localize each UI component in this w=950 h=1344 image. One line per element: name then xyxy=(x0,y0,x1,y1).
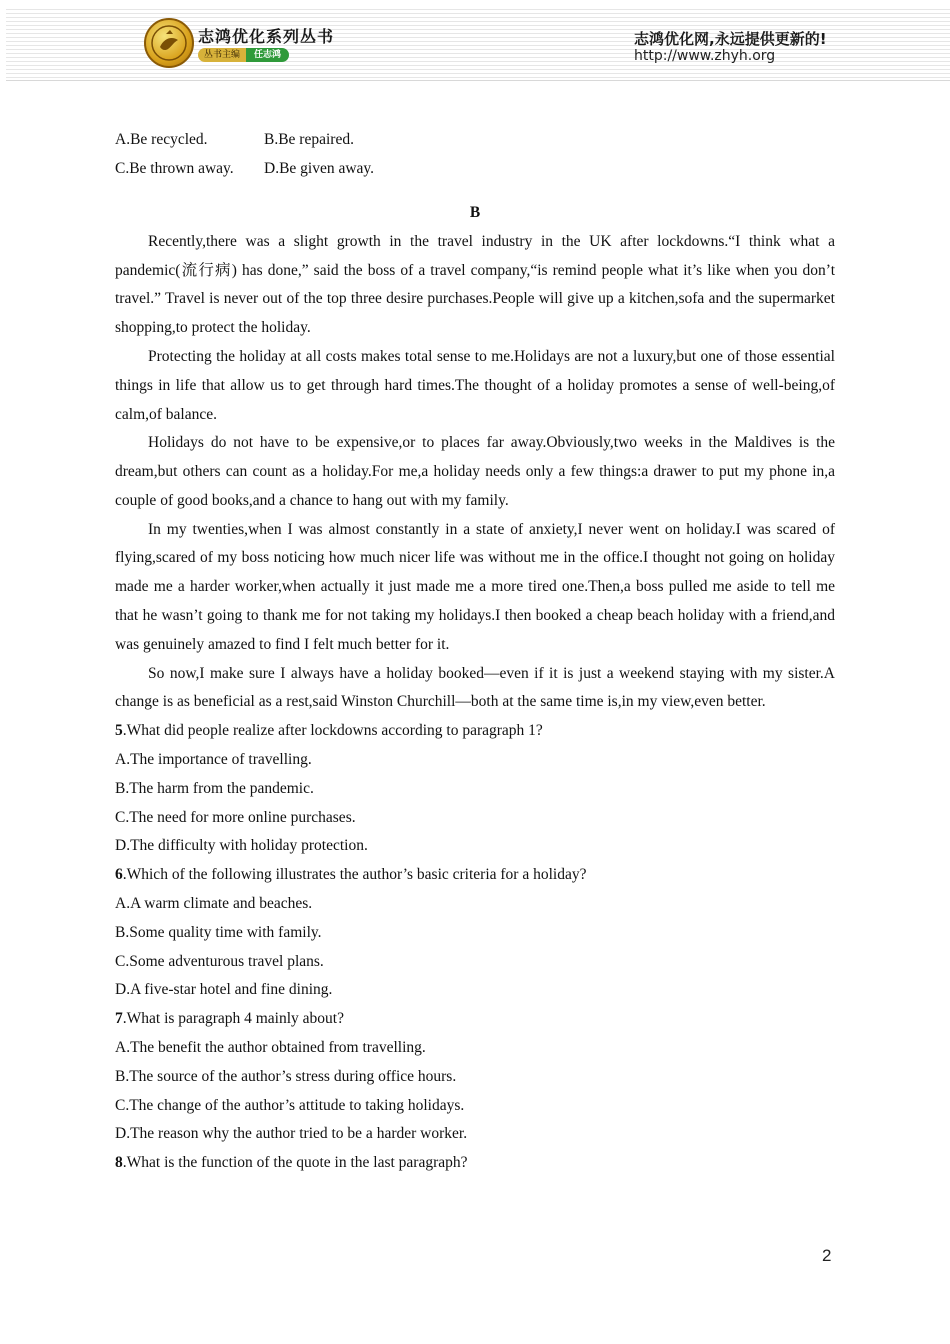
question-7 xyxy=(115,1005,835,1034)
page-number: 2 xyxy=(822,1246,832,1265)
question-5-option-d: D.The difficulty with holiday protection. xyxy=(115,837,368,855)
question-number: 8 xyxy=(115,1154,123,1172)
question-7-option-b: B.The source of the author’s stress during office hours. xyxy=(115,1067,457,1085)
question-7-option-a: A.The benefit the author obtained from travelling. xyxy=(115,1039,426,1057)
question-number: 6 xyxy=(115,866,123,884)
question-6-option-d: D.A five-star hotel and fine dining. xyxy=(115,981,333,999)
passage-paragraph-3: Holidays do not have to be expensive,or to places far away.Obviously,two weeks in the Maldives is the dream,but others can count as a holiday.For me,a holiday needs only a few things:a drawer to put my phone in,a couple of good books,and a chance to hang out with my family. xyxy=(115,434,835,509)
editor-badge xyxy=(198,48,289,62)
brand-title: 志鸿优化系列丛书 xyxy=(198,27,335,46)
question-7-option-d: D.The reason why the author tried to be a harder worker. xyxy=(115,1125,468,1143)
question-6-option-a: A.A warm climate and beaches. xyxy=(115,895,313,913)
prev-options-row-2 xyxy=(115,155,835,184)
editor-badge-name: 任志鸿 xyxy=(246,48,289,62)
question-6 xyxy=(115,861,835,890)
question-number: 5 xyxy=(115,722,123,740)
question-text: .Which of the following illustrates the author’s basic criteria for a holiday? xyxy=(122,866,587,884)
question-text: .What is paragraph 4 mainly about? xyxy=(122,1010,344,1028)
question-7-option-c: C.The change of the author’s attitude to taking holidays. xyxy=(115,1096,465,1114)
passage-paragraph-4: In my twenties,when I was almost constantly in a state of anxiety,I never went on holiday.I was scared of flying,scared of my boss noticing how much nicer life was without me in the office.I thought not going on holiday made me a harder worker,when actually it just made me a more tired one.Then,a boss pulled me aside to tell me that he wasn’t going to thank me for not taking my holidays.I then booked a cheap beach holiday with a friend,and was genuinely amazed to find I felt much better for it. xyxy=(115,520,835,653)
question-5 xyxy=(115,717,835,746)
prev-option-c: C.Be thrown away. xyxy=(115,159,234,177)
question-text: .What is the function of the quote in the last paragraph? xyxy=(122,1154,468,1172)
question-5-option-c: C.The need for more online purchases. xyxy=(115,808,356,826)
prev-option-d: D.Be given away. xyxy=(264,159,375,177)
question-5-option-b: B.The harm from the pandemic. xyxy=(115,779,314,797)
header-slogan: 志鸿优化网,永远提供更新的! xyxy=(634,30,827,48)
section-label: B xyxy=(469,203,481,221)
page-header xyxy=(6,6,950,81)
question-text: .What did people realize after lockdowns according to paragraph 1? xyxy=(122,722,543,740)
prev-option-b: B.Be repaired. xyxy=(264,131,354,148)
question-number: 7 xyxy=(115,1010,123,1028)
passage-paragraph-5: So now,I make sure I always have a holiday booked—even if it is just a weekend staying with my sister.A change is as beneficial as a rest,said Winston Churchill—both at the same time is,in my view,even better. xyxy=(115,664,835,711)
brand-logo-icon xyxy=(144,18,194,68)
header-url[interactable]: http://www.zhyh.org xyxy=(634,48,776,64)
question-5-option-a: A.The importance of travelling. xyxy=(115,751,312,769)
question-6-option-c: C.Some adventurous travel plans. xyxy=(115,952,324,970)
prev-options-row-1 xyxy=(115,126,835,155)
question-8 xyxy=(115,1149,835,1178)
question-6-option-b: B.Some quality time with family. xyxy=(115,923,322,941)
passage-paragraph-2: Protecting the holiday at all costs makes total sense to me.Holidays are not a luxury,but one of those essential things in life that allow us to get through hard times.The thought of a holiday promotes a sense of well-being,of calm,of balance. xyxy=(115,347,835,423)
document-body xyxy=(115,126,835,1178)
prev-option-a: A.Be recycled. xyxy=(115,131,208,148)
passage-paragraph-1: Recently,there was a slight growth in the travel industry in the UK after lockdowns.“I think what a pandemic(流行病) has done,” said the boss of a travel company,“is remind people what it’s like when you don’t travel.” Travel is never out of the top three desire purchases.People will give up a kitchen,sofa and the supermarket shopping,to protect the holiday. xyxy=(115,232,835,337)
editor-badge-label: 丛书主编 xyxy=(198,48,246,62)
